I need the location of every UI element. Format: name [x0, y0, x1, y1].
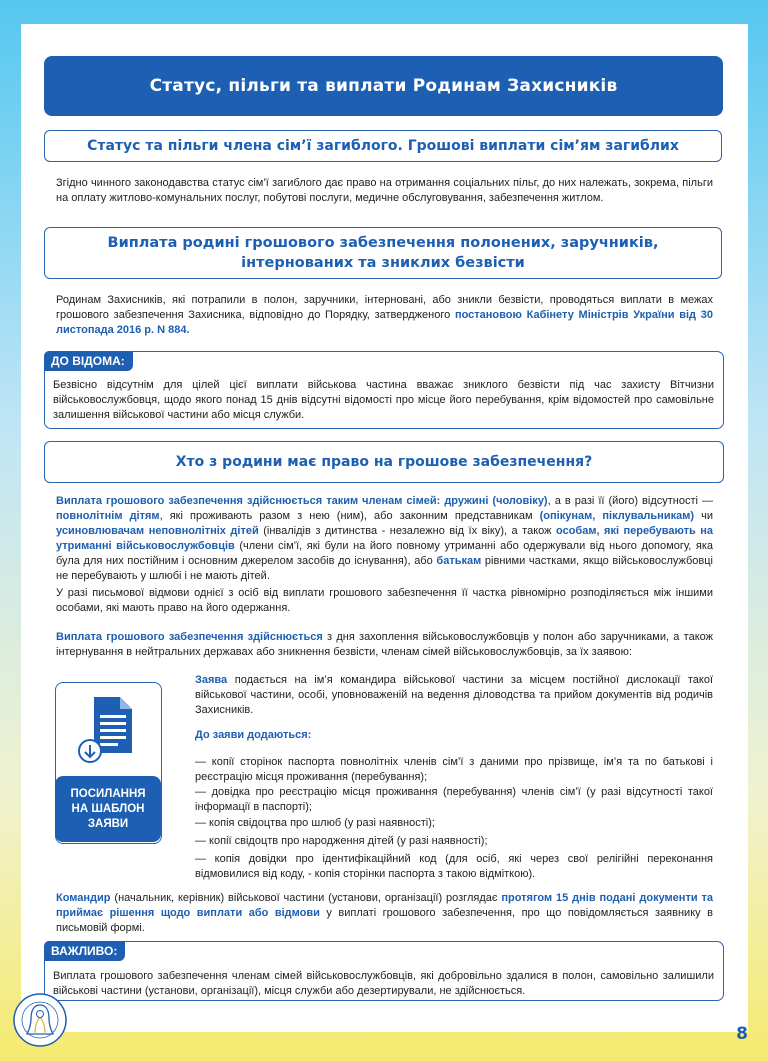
payment-start-paragraph	[56, 630, 713, 660]
refusal-paragraph: У разі письмової відмови однієї з осіб від виплати грошового забезпечення її частка рівномірно розподіляється між іншими особами, які мають право на його одержання.	[56, 587, 713, 614]
status-paragraph: Згідно чинного законодавства статус сім’ї загиблого дає право на отримання соціальних пільг, до них належать, зокрема, пільги на оплату житлово-комунальних послуг, побутові послуги, медичне обслуговування, забезпечення житлом.	[56, 177, 713, 204]
attachment-item: — копії свідоцтв про народження дітей (у разі наявності);	[195, 835, 488, 847]
organization-seal-icon	[12, 992, 68, 1048]
attachment-item: — копія свідоцтва про шлюб (у разі наявності);	[195, 817, 435, 829]
attachment-item: — довідка про реєстрацію місця проживання (перебування) членів сім’ї (у разі відсутності такої інформації в паспорті);	[195, 786, 713, 813]
eligibility-bold-3: повнолітнім дітям	[56, 510, 160, 522]
eligibility-bold-7: усиновлювачам неповнолітніх дітей	[56, 525, 259, 537]
commander-bold-1: Командир	[56, 892, 111, 904]
commander-paragraph	[56, 891, 713, 936]
document-download-icon	[56, 683, 161, 775]
section-heading-payment-line2: інтернованих та зниклих безвісти	[241, 255, 525, 271]
eligibility-text-10: (члени сім’ї, які були на його повному утриманні або одержували від нього допомогу, яка була для них постійним і основним джерелом засобів до існування), або	[56, 540, 714, 567]
application-intro	[195, 673, 713, 718]
payment-start-bold: Виплата грошового забезпечення здійснюється	[56, 631, 323, 643]
attachment-item: — копії сторінок паспорта повнолітніх членів сім’ї з даними про прізвище, ім’я та по батькові і реєстрацію місця проживання (перебування);	[195, 756, 713, 783]
eligibility-paragraph	[56, 494, 713, 584]
payment-paragraph	[56, 293, 713, 338]
page-number: 8	[736, 1024, 748, 1044]
eligibility-bold-5: (опікунам, піклувальникам)	[539, 510, 695, 522]
attachments-heading: До заяви додаються:	[195, 729, 312, 741]
eligibility-bold-11: батькам	[436, 555, 482, 567]
page-title-text: Статус, пільги та виплати Родинам Захисників	[149, 76, 618, 96]
section-heading-status-text: Статус та пільги члена сім’ї загиблого. Грошові виплати сім’ям загиблих	[87, 138, 679, 154]
info-note-text: Безвісно відсутнім для цілей цієї виплати військова частина вважає зниклого безвісти під час захисту Вітчизни військовослужбовця, щодо якого понад 15 днів відсутні відомості про місце його перебування, крім відомостей про самовільне залишення військової частини або місця служби.	[53, 379, 714, 421]
info-note	[44, 351, 724, 429]
payment-paragraph-text: Родинам Захисників, які потрапили в полон, заручники, інтерновані, або зникли безвісти, проводяться виплати в межах грошового забезпечення Захисника, відповідно до Порядку, затвердженого	[56, 294, 713, 321]
eligibility-text-6: чи	[694, 510, 713, 522]
section-heading-eligibility-text: Хто з родини має право на грошове забезпечення?	[175, 454, 593, 470]
section-heading-eligibility	[44, 441, 724, 483]
info-note-label: ДО ВІДОМА:	[44, 351, 133, 371]
commander-bold-3: протягом 15 днів подані документи та приймає рішення щодо виплати або відмови	[56, 892, 713, 919]
application-intro-text: подається на ім’я командира військової частини за місцем постійної дислокації такої військової частини, особі, уповноваженій на ведення діловодства та прийом документів від родичів Захисників.	[195, 674, 713, 716]
commander-text-2: (начальник, керівник) військової частини (установи, організації) розглядає	[110, 892, 502, 904]
commander-text-4: у виплаті грошового забезпечення, про що повідомляється заявнику в письмовій формі.	[56, 907, 713, 934]
resolution-reference: постановою Кабінету Міністрів України від 30 листопада 2016 р. N 884.	[56, 309, 713, 336]
eligibility-bold-1: Виплата грошового забезпечення здійснюється таким членам сімей: дружині (чоловіку)	[56, 495, 548, 507]
page-title	[44, 56, 723, 116]
section-heading-payment	[44, 227, 722, 279]
section-heading-payment-line1: Виплата родині грошового забезпечення полонених, заручників,	[107, 235, 659, 251]
application-template-button[interactable]	[55, 776, 161, 842]
section-heading-status	[44, 130, 722, 162]
eligibility-bold-9: особам, які перебувають на утриманні військовослужбовців	[56, 525, 713, 552]
eligibility-text-12: рівними частками, якщо військовослужбовці не перебувають у шлюбі і не мають дітей.	[56, 555, 713, 582]
payment-start-text: з дня захоплення військовослужбовців у полон або заручниками, а також інтернування в нейтральних державах або зникнення безвісти, членам сімей військовослужбовців, за їх заявою:	[56, 631, 713, 658]
important-note-text: Виплата грошового забезпечення членам сімей військовослужбовців, які добровільно здалися в полон, самовільно залишили військові частини (установи, організації), місця служби або дезертирували, не здійснюється.	[53, 970, 714, 997]
application-intro-bold: Заява	[195, 674, 228, 686]
eligibility-text-8: (інвалідів з дитинства - незалежно від їх віку), а також	[258, 525, 556, 537]
eligibility-text-2: , а в разі її (його) відсутності —	[547, 495, 713, 507]
important-note	[44, 941, 724, 1001]
application-template-label: ПОСИЛАННЯ НА ШАБЛОН ЗАЯВИ	[70, 787, 146, 830]
important-note-label: ВАЖЛИВО:	[44, 941, 125, 961]
attachment-item: — копія довідки про ідентифікаційний код (для осіб, які через свої релігійні переконання відмовилися від коду, - копія сторінки паспорта з такою відміткою).	[195, 853, 713, 880]
eligibility-text-4: , які проживають разом з нею (ним), або законним представникам	[159, 510, 540, 522]
